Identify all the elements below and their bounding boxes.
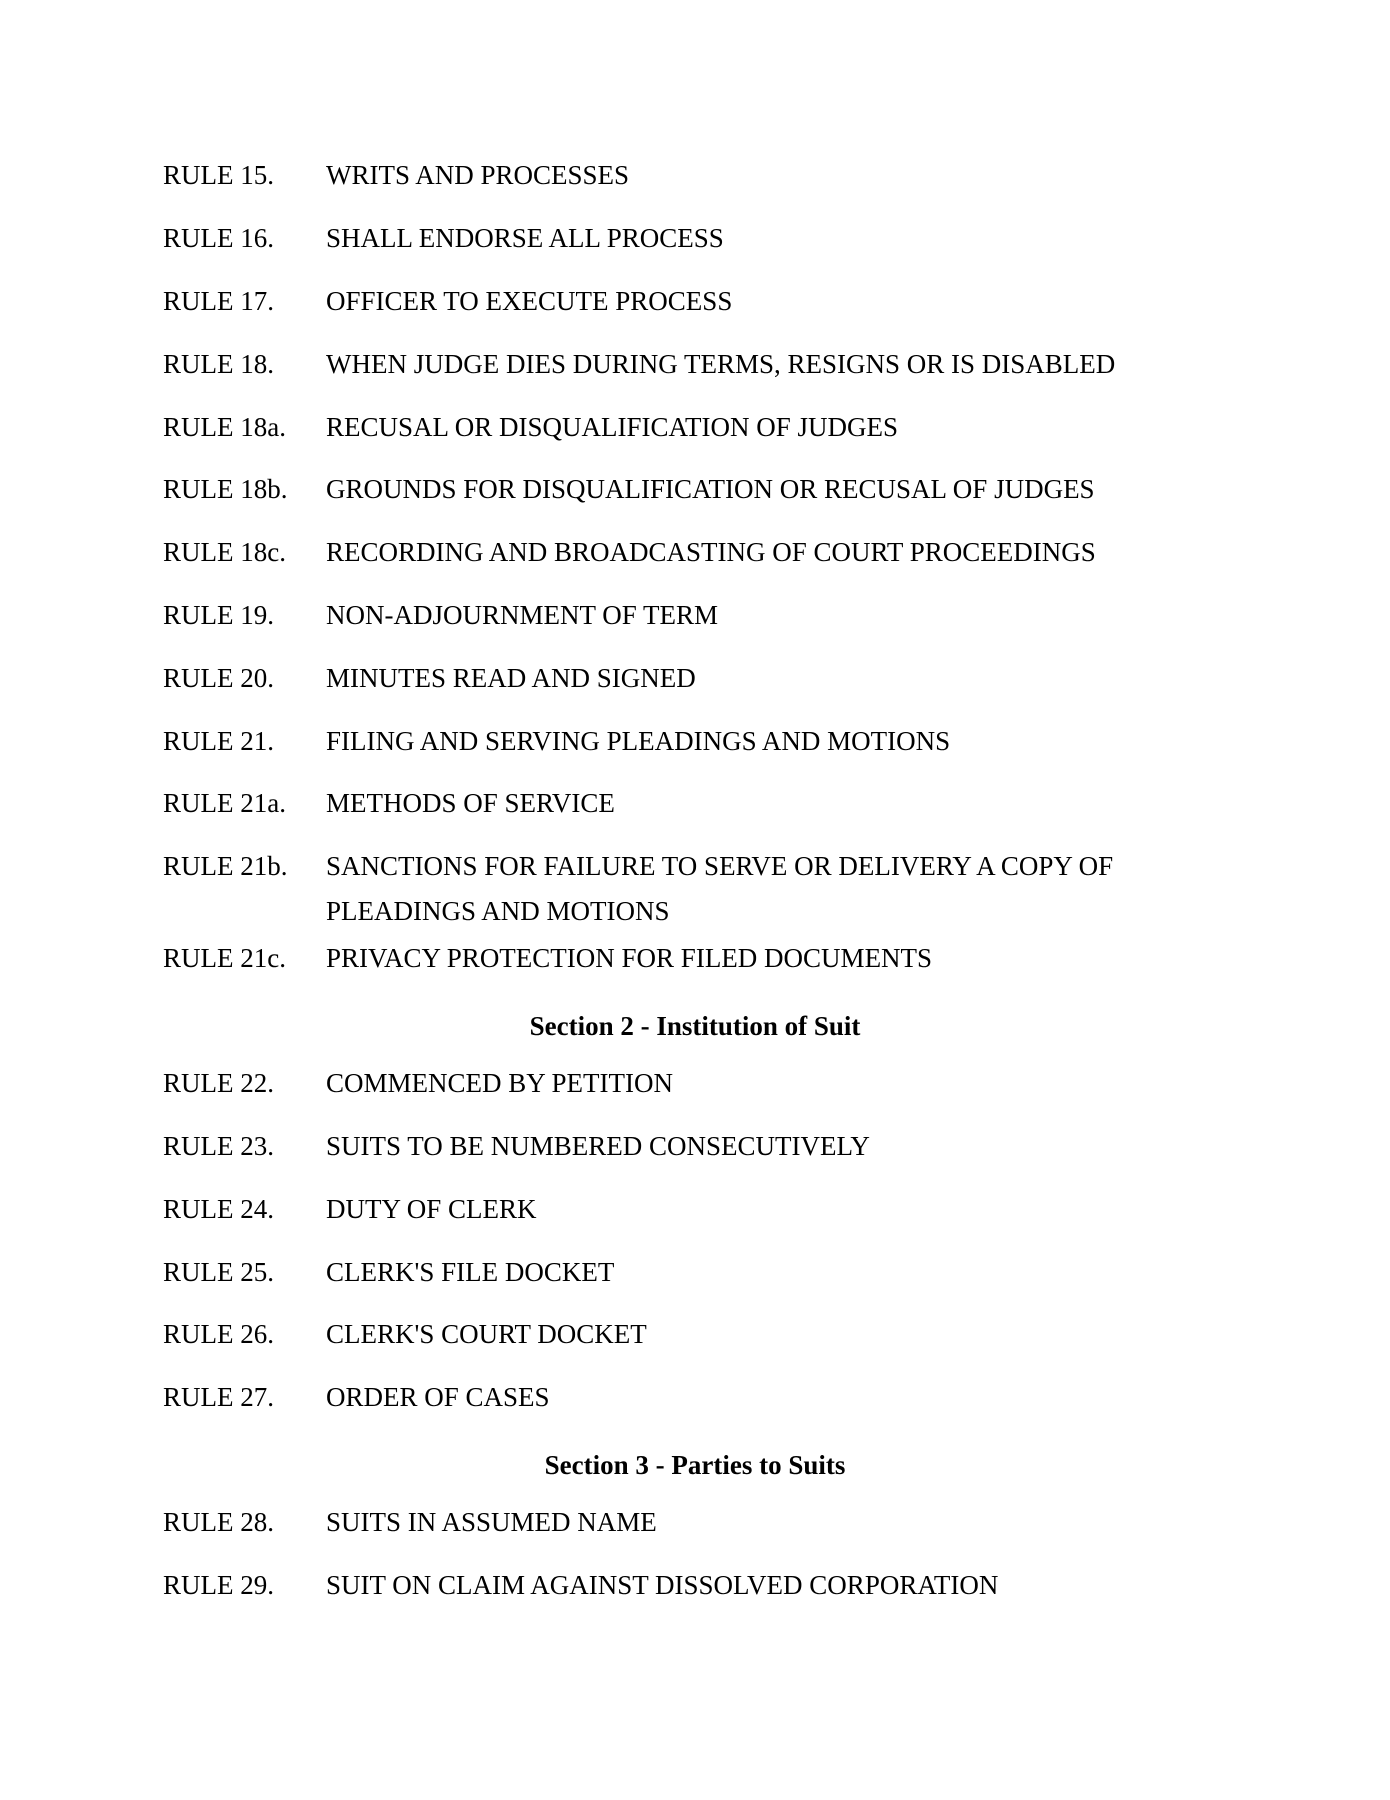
rule-title: NON-ADJOURNMENT OF TERM (326, 600, 719, 630)
rule-title: COMMENCED BY PETITION (326, 1068, 673, 1099)
toc-entry (163, 1563, 1227, 1608)
rule-label: RULE 22. (163, 1068, 274, 1099)
toc-list (163, 0, 1227, 1800)
toc-entry (163, 1500, 1227, 1545)
rule-title: CLERK'S COURT DOCKET (326, 1319, 647, 1350)
rule-title: SUITS IN ASSUMED NAME (326, 1507, 657, 1538)
rule-title: SUIT ON CLAIM AGAINST DISSOLVED CORPORATION (326, 1570, 999, 1600)
section-heading-text: Section 3 - Parties to Suits (544, 1450, 846, 1481)
rule-title: FILING AND SERVING PLEADINGS AND MOTIONS (326, 725, 951, 756)
rule-label: RULE 21. (163, 725, 274, 756)
rule-title: SUITS TO BE NUMBERED CONSECUTIVELY (326, 1131, 870, 1161)
rule-title: DUTY OF CLERK (326, 1193, 537, 1224)
rule-label: RULE 16. (163, 223, 274, 254)
rule-title: GROUNDS FOR DISQUALIFICATION OR RECUSAL OF JUDGES (326, 474, 1095, 505)
toc-entry (163, 1061, 1227, 1106)
rule-title: WRITS AND PROCESSES (326, 160, 630, 191)
toc-entry (163, 216, 1227, 261)
toc-entry (163, 781, 1227, 826)
toc-entry (163, 467, 1227, 512)
toc-entry (163, 279, 1227, 324)
rule-label: RULE 26. (163, 1319, 274, 1350)
rule-title: SHALL ENDORSE ALL PROCESS (326, 223, 724, 254)
toc-entry (163, 1312, 1227, 1357)
rule-label: RULE 20. (163, 662, 274, 693)
rule-label: RULE 29. (163, 1570, 274, 1600)
toc-entry (163, 530, 1227, 575)
rule-title: RECUSAL OR DISQUALIFICATION OF JUDGES (326, 411, 899, 442)
toc-entry (163, 153, 1227, 198)
rule-label: RULE 28. (163, 1507, 274, 1538)
rule-label: RULE 18. (163, 348, 274, 379)
rule-label: RULE 17. (163, 286, 274, 316)
rule-label: RULE 21c. (163, 943, 286, 974)
rule-title: OFFICER TO EXECUTE PROCESS (326, 286, 733, 316)
toc-entry (163, 342, 1227, 387)
rule-title: PRIVACY PROTECTION FOR FILED DOCUMENTS (326, 943, 933, 974)
section-heading (163, 1443, 1227, 1488)
toc-entry (163, 936, 1227, 981)
toc-entry (163, 405, 1227, 450)
section-heading (163, 1004, 1227, 1049)
rule-label: RULE 15. (163, 160, 274, 191)
rule-title: ORDER OF CASES (326, 1382, 550, 1413)
rule-title: RECORDING AND BROADCASTING OF COURT PROCEEDINGS (326, 537, 1096, 568)
rule-label: RULE 21a. (163, 788, 286, 819)
rule-label: RULE 18b. (163, 474, 288, 505)
rule-label: RULE 18a. (163, 411, 286, 442)
rule-label: RULE 23. (163, 1131, 274, 1161)
toc-entry (163, 1187, 1227, 1232)
rule-label: RULE 24. (163, 1193, 274, 1224)
toc-entry (163, 844, 1227, 934)
toc-entry (163, 719, 1227, 764)
rule-title: CLERK'S FILE DOCKET (326, 1256, 615, 1287)
rule-label: RULE 19. (163, 600, 274, 630)
section-heading-text: Section 2 - Institution of Suit (529, 1011, 861, 1042)
toc-entry (163, 593, 1227, 638)
rule-label: RULE 21b. (163, 851, 288, 882)
rule-title: MINUTES READ AND SIGNED (326, 662, 696, 693)
rule-label: RULE 25. (163, 1256, 274, 1287)
toc-entry (163, 656, 1227, 701)
rule-title: WHEN JUDGE DIES DURING TERMS, RESIGNS OR IS DISABLED (326, 348, 1116, 379)
toc-entry (163, 1375, 1227, 1420)
toc-entry (163, 1250, 1227, 1295)
rule-label: RULE 27. (163, 1382, 274, 1413)
rule-title: SANCTIONS FOR FAILURE TO SERVE OR DELIVERY A COPY OF PLEADINGS AND MOTIONS (326, 851, 1114, 927)
rule-title: METHODS OF SERVICE (326, 788, 615, 819)
rule-label: RULE 18c. (163, 537, 286, 568)
toc-entry (163, 1124, 1227, 1169)
